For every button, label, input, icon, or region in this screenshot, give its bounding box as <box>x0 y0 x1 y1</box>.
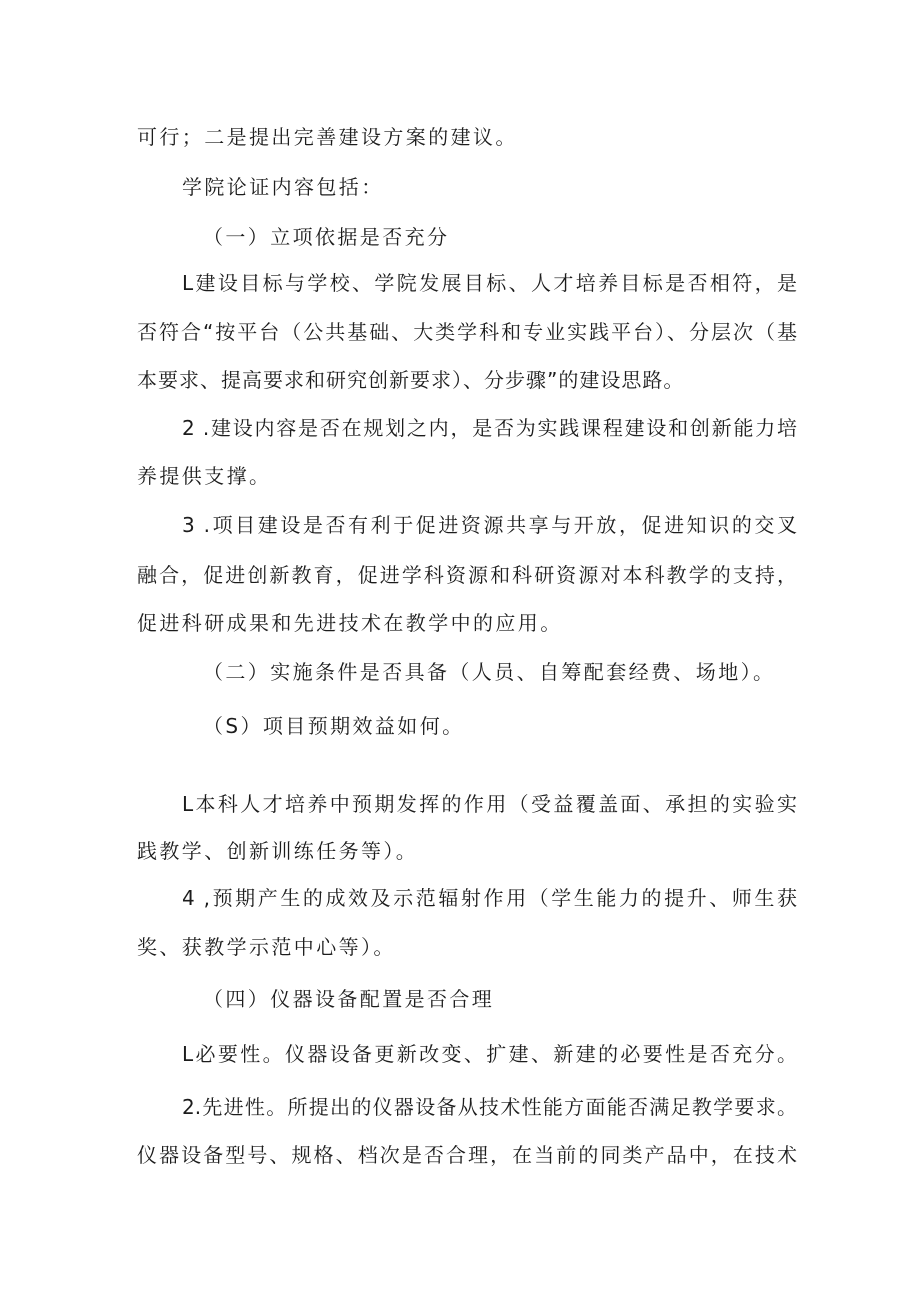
body-text-line: 本要求、提高要求和研究创新要求）、分步骤”的建设思路。 <box>137 368 685 392</box>
body-text-line: 2.先进性。所提出的仪器设备从技术性能方面能否满足教学要求。 <box>182 1095 797 1119</box>
section-heading: （二）实施条件是否具备（人员、自筹配套经费、场地）。 <box>203 660 776 684</box>
body-text-line: 3 .项目建设是否有利于促进资源共享与开放，促进知识的交叉 <box>182 513 797 537</box>
body-text-line: 4 ,预期产生的成效及示范辐射作用（学生能力的提升、师生获 <box>182 886 797 910</box>
section-heading: （四）仪器设备配置是否合理 <box>203 987 495 1011</box>
section-heading: （S）项目预期效益如何。 <box>203 714 465 738</box>
body-text-line: 2 .建设内容是否在规划之内，是否为实践课程建设和创新能力培 <box>182 416 797 440</box>
body-text-line: 可行；二是提出完善建设方案的建议。 <box>137 125 518 149</box>
body-text-line: L建设目标与学校、学院发展目标、人才培养目标是否相符，是 <box>182 271 797 295</box>
section-heading: （一）立项依据是否充分 <box>203 225 450 249</box>
body-text-line: 践教学、创新训练任务等）。 <box>137 839 419 863</box>
body-text-line: 学院论证内容包括： <box>182 175 384 199</box>
body-text-line: 促进科研成果和先进技术在教学中的应用。 <box>137 611 563 635</box>
body-text-line: L必要性。仪器设备更新改变、扩建、新建的必要性是否充分。 <box>182 1042 797 1066</box>
body-text-line: 否符合“按平台（公共基础、大类学科和专业实践平台）、分层次（基 <box>137 320 797 344</box>
body-text-line: 融合，促进创新教育，促进学科资源和科研资源对本科教学的支持， <box>137 563 797 587</box>
body-text-line: 仪器设备型号、规格、档次是否合理，在当前的同类产品中，在技术 <box>137 1143 797 1167</box>
body-text-line: 养提供支撑。 <box>137 464 272 488</box>
body-text-line: L本科人才培养中预期发挥的作用（受益覆盖面、承担的实验实 <box>182 792 797 816</box>
body-text-line: 奖、获教学示范中心等）。 <box>137 935 396 959</box>
